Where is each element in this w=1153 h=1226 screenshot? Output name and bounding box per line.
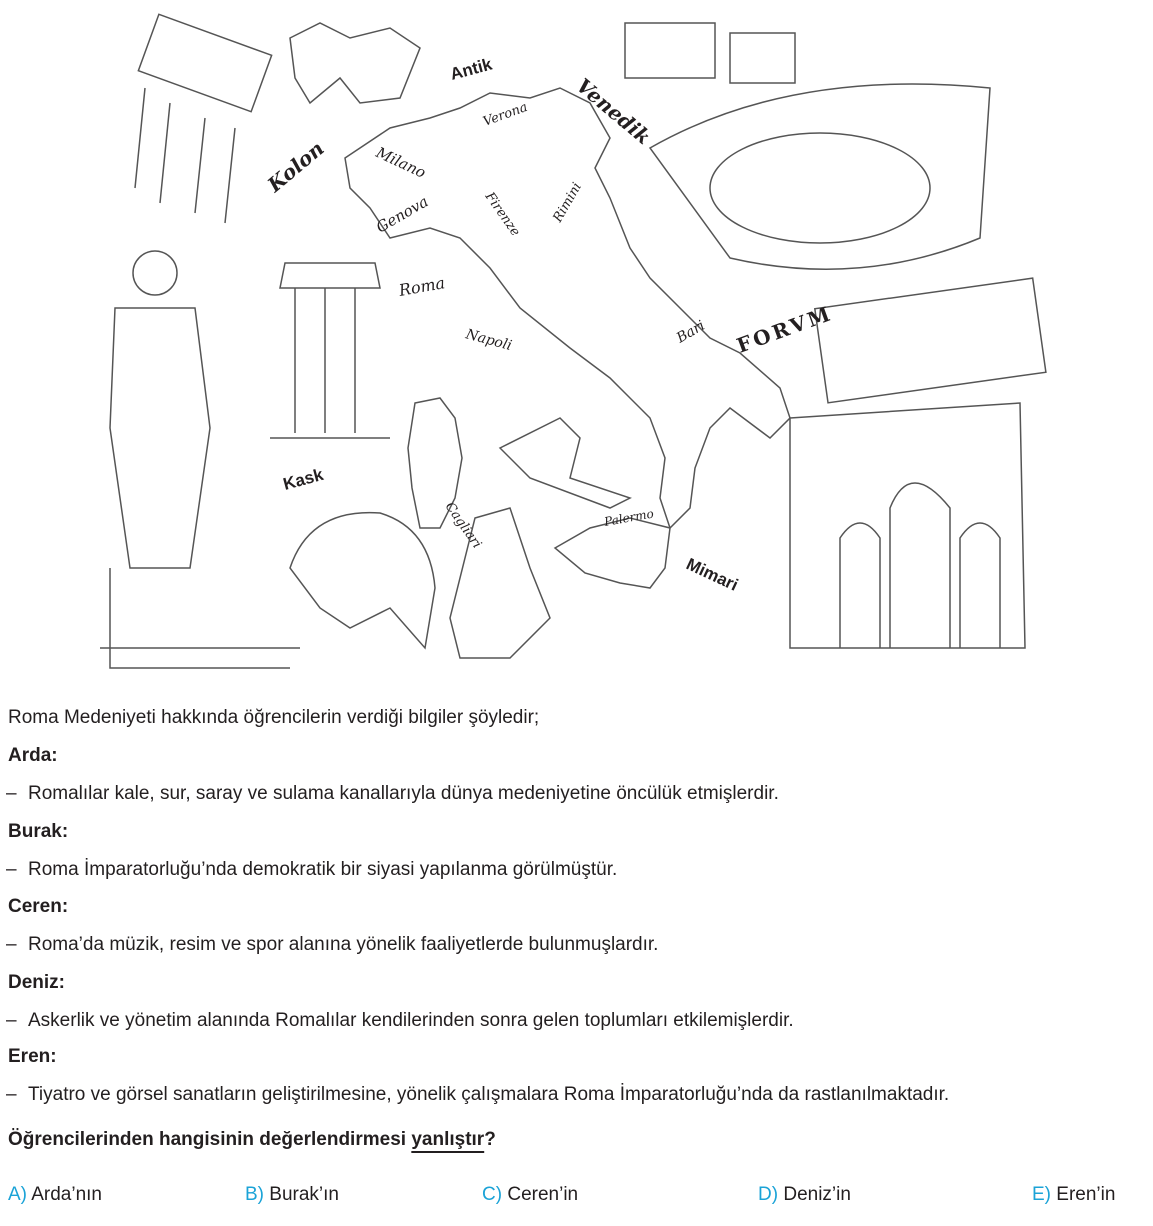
question-mark: ? [484, 1129, 496, 1150]
colosseum-icon [650, 84, 990, 269]
student-name-burak: Burak: [8, 821, 69, 842]
statement-burak-text: Roma İmparatorluğu’nda demokratik bir siyasi yapılanma görülmüştür. [28, 859, 618, 880]
intro-text: Roma Medeniyeti hakkında öğrencilerin verdiği bilgiler şöyledir; [8, 707, 540, 728]
student-name-ceren: Ceren: [8, 896, 69, 917]
caesar-statue-icon [100, 251, 300, 668]
label-firenze: Firenze [481, 189, 523, 240]
statement-deniz-text: Askerlik ve yönetim alanında Romalılar kendilerinden sonra gelen toplumları etkilemişlerdir. [28, 1010, 794, 1031]
student-name-arda: Arda: [8, 745, 58, 766]
label-mimari: Mimari [683, 554, 742, 595]
option-e-letter: E) [1032, 1184, 1051, 1205]
statement-deniz [6, 1009, 794, 1033]
dash-eren: – [6, 1084, 17, 1105]
statement-eren-text: Tiyatro ve görsel sanatların geliştirilmesine, yönelik çalışmalara Roma İmparatorluğu’nda da rastlanılmaktadır. [28, 1084, 950, 1105]
statement-eren [6, 1083, 949, 1107]
forum-relief-icon [815, 278, 1046, 403]
option-d[interactable] [758, 1183, 851, 1207]
option-c[interactable] [482, 1183, 578, 1207]
question-stem [8, 1128, 496, 1152]
label-napoli: Napoli [463, 326, 514, 355]
label-cagliari: Cagliari [441, 499, 485, 552]
roman-civilization-illustration [90, 8, 1050, 678]
label-kolon: Kolon [262, 136, 329, 197]
label-kask: Kask [281, 464, 326, 494]
statement-ceren [6, 933, 658, 957]
dash-arda: – [6, 783, 17, 804]
question-before: Öğrencilerinden hangisinin değerlendirmesi [8, 1129, 412, 1150]
option-c-letter: C) [482, 1184, 503, 1205]
statement-burak [6, 858, 617, 882]
student-name-eren: Eren: [8, 1046, 57, 1067]
option-d-letter: D) [758, 1184, 779, 1205]
option-a[interactable] [8, 1183, 102, 1207]
option-a-text: Arda’nın [31, 1184, 103, 1205]
option-b[interactable] [245, 1183, 339, 1207]
italy-map-outline [345, 88, 790, 528]
fountain-icon [500, 418, 630, 508]
temple-columns-icon [270, 263, 390, 438]
label-forvm: FORVM [733, 300, 836, 358]
statement-arda [6, 782, 779, 806]
label-rimini: Rimini [550, 180, 585, 225]
statement-ceren-text: Roma’da müzik, resim ve spor alanına yönelik faaliyetlerde bulunmuşlardır. [28, 934, 659, 955]
label-bari: Bari [674, 317, 708, 347]
label-milano: Milano [373, 143, 429, 182]
dash-deniz: – [6, 1010, 17, 1031]
dash-ceren: – [6, 934, 17, 955]
sicily-outline [555, 518, 670, 588]
column-ruins-icon [135, 14, 272, 223]
chariot-sketch-icon [290, 23, 420, 103]
label-venedik: Venedik [571, 73, 656, 150]
helmet-icon [290, 513, 435, 648]
dash-burak: – [6, 859, 17, 880]
triumphal-arch-icon [790, 403, 1025, 648]
capital-icon [625, 23, 715, 78]
option-e[interactable] [1032, 1183, 1115, 1207]
label-palermo: Palermo [603, 506, 655, 529]
student-name-deniz: Deniz: [8, 972, 65, 993]
label-roma: Roma [397, 273, 447, 300]
label-verona: Verona [481, 99, 530, 130]
capital-icon-2 [730, 33, 795, 83]
question-underlined-word: yanlıştır [411, 1129, 485, 1150]
option-a-letter: A) [8, 1184, 27, 1205]
option-e-text: Eren’in [1056, 1184, 1116, 1205]
option-d-text: Deniz’in [783, 1184, 851, 1205]
option-b-letter: B) [245, 1184, 264, 1205]
option-c-text: Ceren’in [507, 1184, 579, 1205]
statement-arda-text: Romalılar kale, sur, saray ve sulama kanallarıyla dünya medeniyetine öncülük etmişlerdir. [28, 783, 779, 804]
label-genova: Genova [373, 192, 432, 237]
label-antik: Antik [448, 54, 495, 84]
option-b-text: Burak’ın [269, 1184, 339, 1205]
